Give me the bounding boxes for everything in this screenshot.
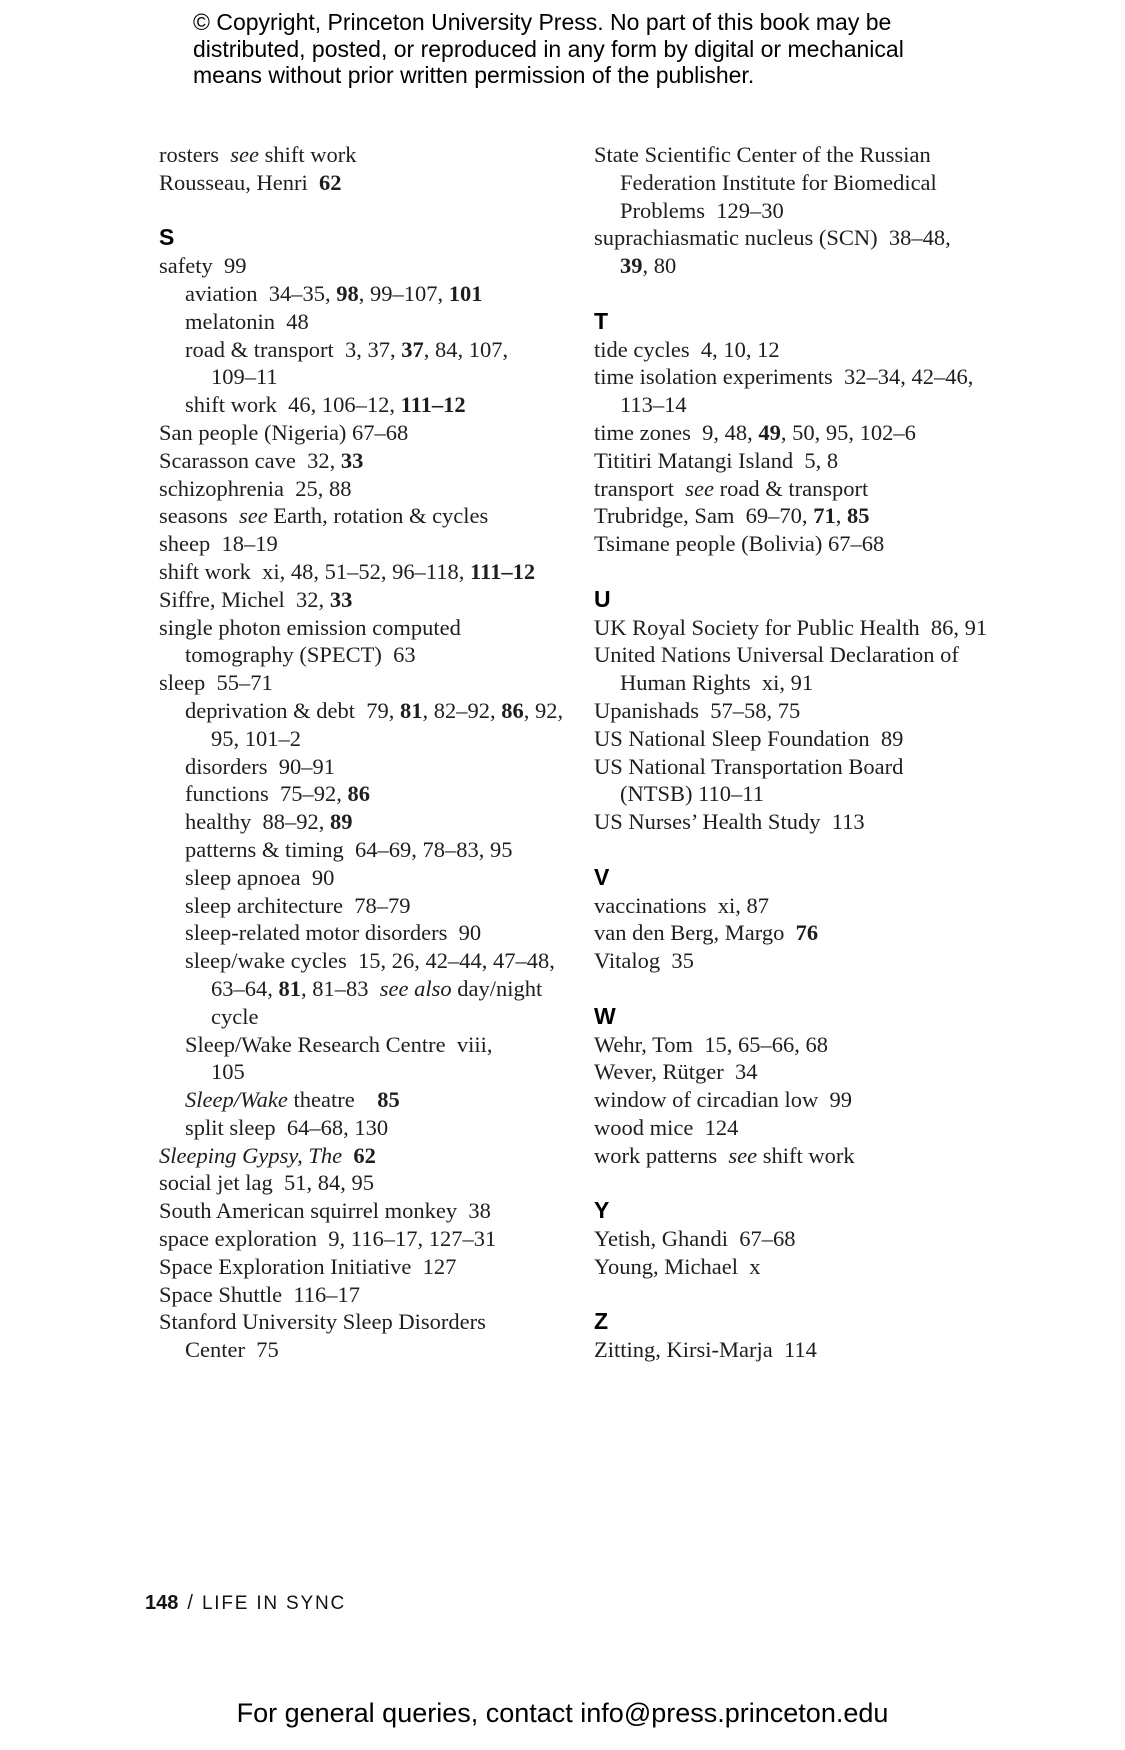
page-number: 148 (145, 1592, 179, 1614)
entry-text: social jet lag 51, 84, 95 (159, 1170, 374, 1196)
section-heading-y (594, 1197, 1054, 1225)
italic-text: Sleeping Gypsy, The (159, 1142, 343, 1168)
index-entry (159, 725, 589, 753)
bold-page-number: 71 (813, 503, 836, 529)
entry-text: 95, 101–2 (211, 725, 301, 751)
entry-text: shift work (757, 1142, 855, 1168)
entry-text: seasons (159, 503, 239, 529)
index-entry (594, 502, 1054, 530)
entry-text: Yetish, Ghandi 67–68 (594, 1226, 796, 1252)
index-entry (159, 280, 589, 308)
entry-text: 113–14 (620, 392, 687, 418)
copyright-notice (193, 9, 904, 89)
entry-text: sleep 55–71 (159, 670, 273, 696)
entry-text: day/night (451, 975, 543, 1001)
index-entry (159, 1197, 589, 1225)
entry-text: Scarasson cave 32, (159, 447, 341, 473)
entry-text: Tititiri Matangi Island 5, 8 (594, 447, 839, 473)
index-entry (159, 1058, 589, 1086)
index-entry (594, 1114, 1054, 1142)
entry-text: San people (Nigeria) 67–68 (159, 419, 409, 445)
italic-text: see (685, 475, 714, 501)
index-entry (159, 169, 589, 197)
index-entry (594, 919, 1054, 947)
blank-line (594, 975, 1054, 1003)
book-title: LIFE IN SYNC (201, 1593, 347, 1614)
bold-page-number: 111–12 (470, 558, 536, 584)
index-entry (159, 308, 589, 336)
bold-page-number: 101 (448, 280, 483, 306)
bold-page-number: 89 (329, 809, 353, 835)
entry-text: Federation Institute for Biomedical (620, 169, 937, 195)
index-entry (159, 947, 589, 975)
bold-page-number: 39 (620, 253, 643, 279)
entry-text: aviation 34–35, (185, 280, 337, 306)
bold-page-number: 111–12 (400, 392, 466, 418)
entry-text: road & transport (713, 475, 869, 501)
entry-text: space exploration 9, 116–17, 127–31 (159, 1226, 497, 1252)
index-column-right (594, 141, 1054, 1364)
bold-page-number: 62 (318, 169, 342, 195)
entry-text: U (594, 585, 612, 612)
entry-text: work patterns (594, 1142, 729, 1168)
entry-text: , 80 (642, 253, 677, 279)
entry-text: time zones 9, 48, (594, 419, 759, 445)
index-entry (159, 780, 589, 808)
entry-text: S (159, 224, 175, 251)
entry-text: van den Berg, Margo (594, 920, 796, 946)
index-entry (594, 447, 1054, 475)
index-entry (159, 558, 589, 586)
index-entry (594, 892, 1054, 920)
entry-text: healthy 88–92, (185, 809, 330, 835)
index-entry (159, 1336, 589, 1364)
index-entry (594, 475, 1054, 503)
index-entry (594, 669, 1054, 697)
index-body (0, 141, 1125, 1401)
index-entry (159, 614, 589, 642)
bold-page-number: 33 (340, 447, 364, 473)
entry-text: Trubridge, Sam 69–70, (594, 503, 814, 529)
bold-page-number: 98 (336, 280, 359, 306)
entry-text: shift work (258, 142, 357, 167)
entry-text: , 81–83 (301, 975, 380, 1001)
entry-text: patterns & timing 64–69, 78–83, 95 (185, 836, 513, 862)
index-entry (159, 363, 589, 391)
index-column-left (159, 141, 589, 1364)
entry-text: US National Transportation Board (594, 753, 904, 779)
entry-text: , 99–107, (358, 280, 449, 306)
entry-text: Y (594, 1197, 610, 1224)
index-entry (159, 530, 589, 558)
index-entry (159, 669, 589, 697)
bold-page-number: 62 (353, 1142, 376, 1168)
blank-line (594, 836, 1054, 864)
entry-text: Vitalog 35 (594, 948, 694, 974)
section-heading-t (594, 308, 1054, 336)
entry-text: melatonin 48 (185, 308, 309, 334)
entry-text: US National Sleep Foundation 89 (594, 725, 904, 751)
blank-line (159, 197, 589, 225)
index-entry (159, 141, 589, 169)
entry-text: 63–64, (211, 975, 279, 1001)
copyright-line-3: means without prior written permission of the publisher. (193, 62, 755, 88)
index-entry (159, 502, 589, 530)
bold-page-number: 49 (758, 419, 781, 445)
index-entry (159, 447, 589, 475)
entry-text: safety 99 (159, 253, 247, 279)
index-entry (594, 753, 1054, 781)
italic-text: see (230, 142, 259, 167)
entry-text: tomography (SPECT) 63 (185, 642, 416, 668)
section-heading-s (159, 224, 589, 252)
entry-text: Human Rights xi, 91 (620, 670, 814, 696)
italic-text: see (728, 1142, 758, 1168)
entry-text: W (594, 1002, 617, 1029)
entry-text: Problems 129–30 (620, 197, 784, 223)
entry-text: Wever, Rütger 34 (594, 1059, 758, 1085)
italic-text: see also (379, 975, 452, 1001)
index-entry (594, 169, 1054, 197)
index-entry (159, 475, 589, 503)
entry-text: theatre (287, 1087, 378, 1113)
entry-text: road & transport 3, 37, (185, 336, 402, 362)
index-entry (159, 808, 589, 836)
entry-text: , 50, 95, 102–6 (780, 419, 916, 445)
bold-page-number: 85 (377, 1087, 400, 1113)
copyright-line-2: distributed, posted, or reproduced in any form by digital or mechanical (193, 35, 904, 62)
index-entry (594, 1142, 1054, 1170)
copyright-line-1: © Copyright, Princeton University Press. No part of this book may be (193, 9, 892, 35)
italic-text: Sleep/Wake (185, 1087, 288, 1113)
index-entry (594, 391, 1054, 419)
bold-page-number: 33 (329, 586, 353, 612)
index-entry (594, 614, 1054, 642)
section-heading-v (594, 864, 1054, 892)
index-entry (159, 1169, 589, 1197)
entry-text: US Nurses’ Health Study 113 (594, 809, 865, 835)
entry-text: , (835, 503, 847, 529)
entry-text: window of circadian low 99 (594, 1087, 853, 1113)
entry-text: Young, Michael x (594, 1253, 761, 1279)
index-entry (159, 753, 589, 781)
index-entry (159, 1086, 589, 1114)
entry-text: Zitting, Kirsi-Marja 114 (594, 1337, 817, 1363)
footer-separator: / (187, 1592, 193, 1614)
index-entry (594, 1086, 1054, 1114)
index-entry (594, 419, 1054, 447)
index-entry (159, 697, 589, 725)
index-entry (594, 1058, 1054, 1086)
section-heading-u (594, 586, 1054, 614)
entry-text: deprivation & debt 79, (185, 697, 400, 723)
index-entry (594, 224, 1054, 252)
entry-text: Z (594, 1308, 609, 1335)
index-entry (159, 1281, 589, 1309)
index-entry (159, 1308, 589, 1336)
entry-text: single photon emission computed (159, 614, 461, 640)
entry-text: V (594, 863, 610, 890)
entry-text: Space Exploration Initiative 127 (159, 1253, 457, 1279)
entry-text: Sleep/Wake Research Centre viii, (185, 1031, 493, 1057)
entry-text: UK Royal Society for Public Health 86, 91 (594, 614, 988, 640)
index-entry (594, 808, 1054, 836)
entry-text: sleep architecture 78–79 (185, 892, 411, 918)
index-entry (594, 947, 1054, 975)
entry-text: , 92, (523, 697, 564, 723)
index-entry (159, 641, 589, 669)
index-entry (159, 391, 589, 419)
entry-text: cycle (211, 1003, 259, 1029)
bold-page-number: 81 (278, 975, 301, 1001)
index-entry (594, 336, 1054, 364)
index-entry (159, 1142, 589, 1170)
entry-text: Tsimane people (Bolivia) 67–68 (594, 531, 885, 557)
entry-text: functions 75–92, (185, 781, 348, 807)
index-entry (159, 252, 589, 280)
entry-text: 109–11 (211, 364, 278, 390)
index-entry (159, 892, 589, 920)
section-heading-w (594, 1003, 1054, 1031)
entry-text: transport (594, 475, 686, 501)
index-entry (159, 919, 589, 947)
bold-page-number: 81 (399, 697, 423, 723)
index-entry (594, 697, 1054, 725)
entry-text: wood mice 124 (594, 1114, 739, 1140)
section-heading-z (594, 1308, 1054, 1336)
italic-text: see (239, 503, 268, 529)
bold-page-number: 86 (501, 697, 524, 723)
entry-text: Earth, rotation & cycles (267, 503, 489, 529)
index-entry (159, 1031, 589, 1059)
entry-text: tide cycles 4, 10, 12 (594, 336, 780, 362)
index-entry (594, 1031, 1054, 1059)
entry-text: rosters (159, 142, 231, 167)
index-entry (159, 1253, 589, 1281)
entry-text: (NTSB) 110–11 (620, 781, 764, 807)
entry-text: shift work 46, 106–12, (185, 392, 401, 418)
index-entry (594, 530, 1054, 558)
entry-text: Center 75 (185, 1337, 279, 1363)
entry-text: , 84, 107, (423, 336, 509, 362)
entry-text: United Nations Universal Declaration of (594, 642, 959, 668)
index-entry (159, 864, 589, 892)
entry-text: Upanishads 57–58, 75 (594, 697, 801, 723)
entry-text: , 82–92, (422, 697, 502, 723)
index-entry (159, 836, 589, 864)
index-entry (594, 641, 1054, 669)
entry-text: Stanford University Sleep Disorders (159, 1309, 486, 1335)
running-footer (145, 1592, 346, 1615)
index-entry (594, 252, 1054, 280)
index-entry (594, 363, 1054, 391)
entry-text: State Scientific Center of the Russian (594, 142, 931, 167)
entry-text: 105 (211, 1059, 245, 1085)
entry-text: sleep/wake cycles 15, 26, 42–44, 47–48, (185, 948, 555, 974)
blank-line (594, 1169, 1054, 1197)
entry-text: suprachiasmatic nucleus (SCN) 38–48, (594, 225, 951, 251)
entry-text: shift work xi, 48, 51–52, 96–118, (159, 558, 471, 584)
index-entry (159, 586, 589, 614)
index-entry (159, 1003, 589, 1031)
index-entry (594, 1336, 1054, 1364)
bold-page-number: 85 (846, 503, 870, 529)
index-entry (594, 725, 1054, 753)
index-entry (159, 1225, 589, 1253)
entry-text: Wehr, Tom 15, 65–66, 68 (594, 1031, 829, 1057)
index-entry (594, 141, 1054, 169)
index-entry (594, 780, 1054, 808)
entry-text: Siffre, Michel 32, (159, 586, 330, 612)
entry-text: disorders 90–91 (185, 753, 335, 779)
index-entry (159, 336, 589, 364)
entry-text: Rousseau, Henri (159, 169, 319, 195)
blank-line (594, 1281, 1054, 1309)
entry-text: sleep apnoea 90 (185, 864, 335, 890)
blank-line (594, 280, 1054, 308)
entry-text: Space Shuttle 116–17 (159, 1281, 361, 1307)
entry-text: sheep 18–19 (159, 531, 278, 557)
blank-line (594, 558, 1054, 586)
entry-text: vaccinations xi, 87 (594, 892, 769, 918)
general-queries-line: For general queries, contact info@press.princeton.edu (236, 1698, 889, 1728)
index-entry (159, 1114, 589, 1142)
entry-text: South American squirrel monkey 38 (159, 1198, 491, 1224)
index-entry (594, 197, 1054, 225)
entry-text: sleep-related motor disorders 90 (185, 920, 482, 946)
entry-text: time isolation experiments 32–34, 42–46, (594, 364, 974, 390)
index-entry (594, 1253, 1054, 1281)
entry-text: schizophrenia 25, 88 (159, 475, 352, 501)
entry-text: T (594, 307, 609, 334)
index-entry (159, 419, 589, 447)
entry-text (342, 1143, 353, 1168)
index-entry (159, 975, 589, 1003)
bold-page-number: 86 (347, 781, 370, 807)
bold-page-number: 76 (795, 920, 819, 946)
bold-page-number: 37 (401, 336, 424, 362)
entry-text: split sleep 64–68, 130 (185, 1114, 389, 1140)
index-entry (594, 1225, 1054, 1253)
